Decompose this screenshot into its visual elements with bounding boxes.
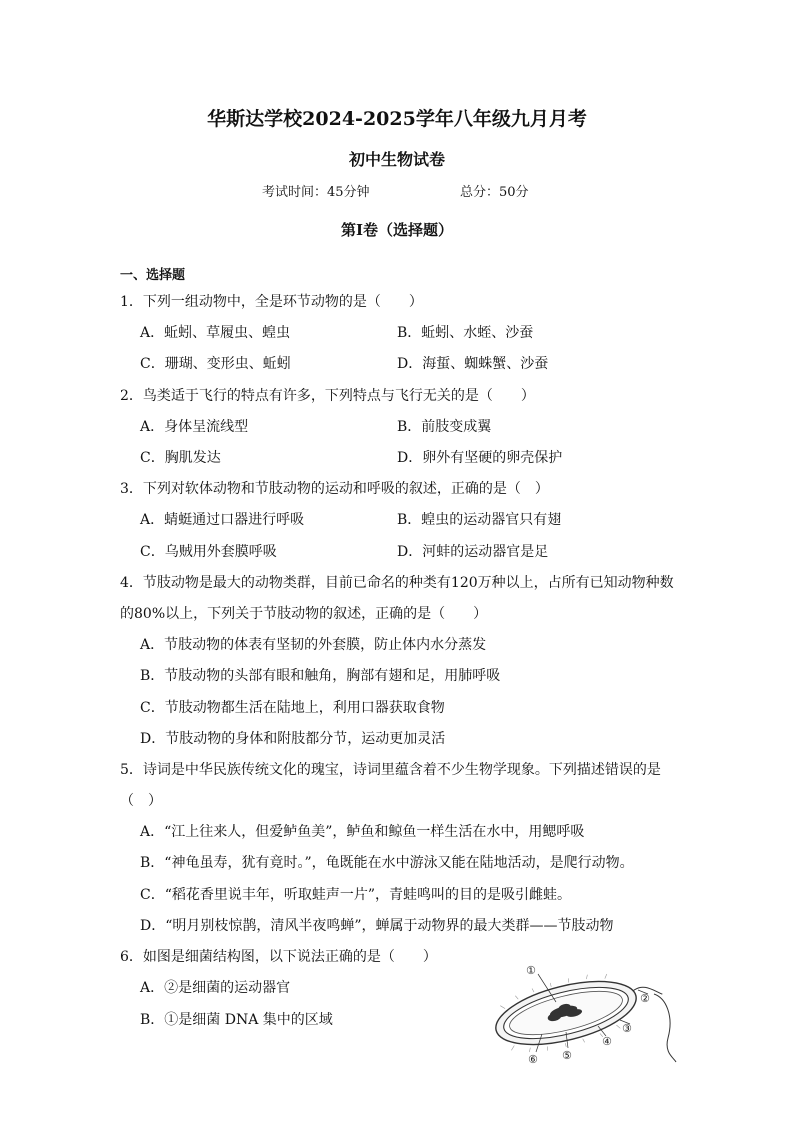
- option-c: C．节肢动物都生活在陆地上，利用口器获取食物: [140, 700, 445, 716]
- option-a: A．蚯蚓、草履虫、蝗虫: [140, 325, 291, 341]
- option-b: B．“神龟虽寿，犹有竟时。”，龟既能在水中游泳又能在陆地活动，是爬行动物。: [140, 855, 634, 871]
- diagram-label: ⑤: [562, 1049, 572, 1062]
- question-stem: 1．下列一组动物中，全是环节动物的是（ ）: [120, 294, 423, 310]
- question-stem-cont: 的80%以上，下列关于节肢动物的叙述，正确的是（ ）: [120, 606, 488, 622]
- part-heading: 第I卷（选择题）: [340, 221, 454, 239]
- option-a: A．②是细菌的运动器官: [140, 980, 291, 996]
- option-b: B．前肢变成翼: [397, 419, 492, 435]
- question-stem: 5．诗词是中华民族传统文化的瑰宝，诗词里蕴含着不少生物学现象。下列描述错误的是: [120, 762, 661, 778]
- option-b: B．节肢动物的头部有眼和触角，胸部有翅和足，用肺呼吸: [140, 668, 501, 684]
- diagram-label: ⑥: [528, 1053, 538, 1066]
- option-a: A．节肢动物的体表有坚韧的外套膜，防止体内水分蒸发: [140, 637, 487, 653]
- option-b: B．①是细菌 DNA 集中的区域: [140, 1012, 333, 1028]
- option-b: B．蚯蚓、水蛭、沙蚕: [397, 325, 534, 341]
- option-d: D．河蚌的运动器官是足: [397, 544, 549, 560]
- diagram-label: ④: [602, 1035, 612, 1048]
- question-stem: 6．如图是细菌结构图，以下说法正确的是（ ）: [120, 949, 437, 965]
- diagram-label: ③: [622, 1022, 632, 1035]
- diagram-label: ①: [526, 964, 536, 977]
- option-d: D．海蜇、蜘蛛蟹、沙蚕: [397, 356, 549, 372]
- question-stem: 4．节肢动物是最大的动物类群，目前已命名的种类有120万种以上，占所有已知动物种数: [120, 575, 674, 591]
- total-score: 总分：50分: [460, 185, 529, 200]
- question-stem: 2．鸟类适于飞行的特点有许多，下列特点与飞行无关的是（ ）: [120, 388, 535, 404]
- question-stem-cont: （ ）: [120, 793, 162, 809]
- option-a: A．身体呈流线型: [140, 419, 249, 435]
- option-c: C．胸肌发达: [140, 450, 221, 466]
- option-c: C．珊瑚、变形虫、蚯蚓: [140, 356, 291, 372]
- page-title: 华斯达学校2024-2025学年八年级九月月考: [207, 108, 587, 130]
- option-a: A．“江上往来人，但爱鲈鱼美”，鲈鱼和鲸鱼一样生活在水中，用鳃呼吸: [140, 824, 585, 840]
- option-d: D．卵外有坚硬的卵壳保护: [397, 450, 563, 466]
- option-a: A．蜻蜓通过口器进行呼吸: [140, 512, 305, 528]
- page-subtitle: 初中生物试卷: [348, 150, 445, 169]
- bacterium-diagram: [478, 958, 678, 1068]
- question-stem: 3．下列对软体动物和节肢动物的运动和呼吸的叙述，正确的是（ ）: [120, 481, 549, 497]
- option-c: C．“稻花香里说丰年，听取蛙声一片”，青蛙鸣叫的目的是吸引雌蛙。: [140, 887, 572, 903]
- option-d: D．节肢动物的身体和附肢都分节，运动更加灵活: [140, 731, 446, 747]
- section-heading: 一、选择题: [120, 268, 186, 283]
- option-b: B．蝗虫的运动器官只有翅: [397, 512, 562, 528]
- option-d: D．“明月别枝惊鹊，清风半夜鸣蝉”，蝉属于动物界的最大类群——节肢动物: [140, 918, 614, 934]
- option-c: C．乌贼用外套膜呼吸: [140, 544, 277, 560]
- flagellum-tail: [654, 994, 676, 1062]
- diagram-label: ②: [640, 992, 650, 1005]
- exam-time: 考试时间：45分钟: [262, 185, 370, 200]
